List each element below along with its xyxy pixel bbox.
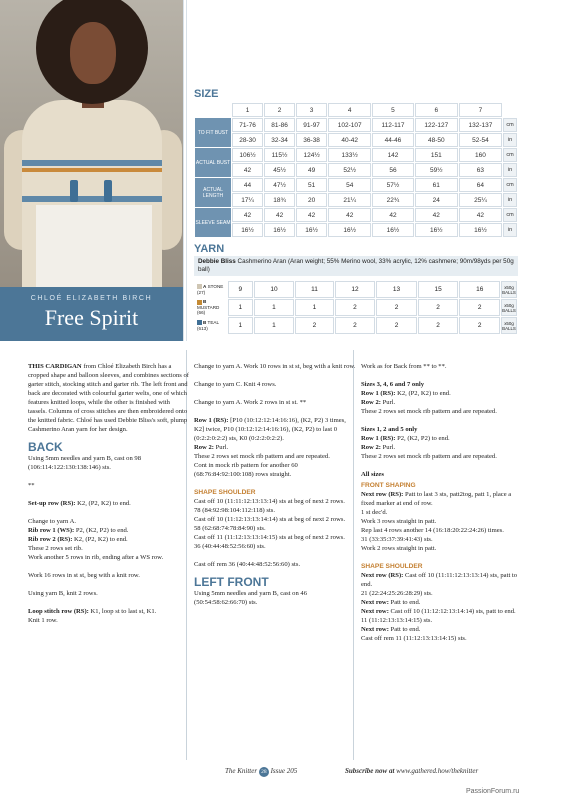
cell: 2 bbox=[335, 299, 376, 316]
cell: 2 bbox=[376, 317, 417, 334]
line: Next row (RS): Patt to last 3 sts, patt2tog, patt 1, place a fixed marker at end of row. bbox=[361, 491, 512, 507]
line: These 2 rows set mock rib pattern and are repeated. bbox=[194, 453, 330, 460]
cell: 42 bbox=[372, 208, 413, 222]
cell: 25¼ bbox=[459, 193, 502, 207]
cell: 22¾ bbox=[372, 193, 413, 207]
line: Row 1 (RS): K2, (P2, K2) to end. bbox=[361, 390, 451, 397]
line: Cast off 10 (11:12:13:13:14:14) sts at beg of next 2 rows. bbox=[194, 516, 346, 523]
paragraph: These 2 rows set mock rib pattern and are repeated. bbox=[361, 453, 497, 460]
cell: 32-34 bbox=[264, 133, 295, 147]
cell: 42 bbox=[264, 208, 295, 222]
cell: 2 bbox=[459, 317, 500, 334]
back-heading: BACK bbox=[28, 440, 63, 454]
line: Row 2: Purl. bbox=[194, 444, 229, 451]
cell: 42 bbox=[296, 208, 327, 222]
front-shaping-heading: FRONT SHAPING bbox=[361, 482, 416, 489]
cell: 9 bbox=[228, 281, 253, 298]
cell: 42 bbox=[328, 208, 371, 222]
yarn-description bbox=[194, 256, 518, 276]
cell: 10 bbox=[254, 281, 295, 298]
cell: 21¼ bbox=[328, 193, 371, 207]
cell: 160 bbox=[459, 148, 502, 162]
intro-paragraph: THIS CARDIGAN from Chloé Elizabeth Birch has a cropped shape and balloon sleeves, and combines sections of garter stitch, stocking stitch and garter rib. The left front and back are decorated with colourful garter welts, one of which features knitted loops, while the other is finished with tassels. Columns of cross stitches are then embroidered onto the knitted fabric. Chloé has used Debbie Bliss's soft, plump Cashmerino Aran yarn for her design. bbox=[28, 363, 189, 433]
row-label: ACTUAL LENGTH bbox=[195, 178, 231, 207]
size-col: 3 bbox=[296, 103, 327, 117]
size-heading: SIZE bbox=[194, 88, 219, 100]
footer-subscribe: Subscribe now at www.gathered.how/theknitter bbox=[345, 767, 479, 775]
cell: 44-46 bbox=[372, 133, 413, 147]
line: 78 (84:92:98:104:112:118) sts. bbox=[194, 507, 276, 514]
shape-shoulder-heading: SHAPE SHOULDER bbox=[361, 563, 423, 570]
cell: 57½ bbox=[372, 178, 413, 192]
sizes-subheading: All sizes bbox=[361, 471, 384, 478]
page-number: 28 bbox=[259, 767, 269, 777]
cell: 1 bbox=[228, 299, 253, 316]
size-col: 4 bbox=[328, 103, 371, 117]
pattern-title: Free Spirit bbox=[44, 305, 139, 330]
paragraph: Change to yarn C. Knit 4 rows. bbox=[194, 381, 277, 388]
line: 21 (22:24:25:26:28:29) sts. bbox=[361, 590, 433, 597]
cell: 42 bbox=[232, 163, 263, 177]
footer-magazine bbox=[225, 767, 297, 777]
cell: 124½ bbox=[296, 148, 327, 162]
cell: 52½ bbox=[328, 163, 371, 177]
cell: 48-50 bbox=[415, 133, 458, 147]
issue-number: Issue 205 bbox=[270, 767, 298, 775]
line: Cast off 11 (11:12:13:13:14:15) sts at beg of next 2 rows. bbox=[194, 534, 345, 541]
cell: 2 bbox=[376, 299, 417, 316]
cell: 47½ bbox=[264, 178, 295, 192]
cell: 59½ bbox=[415, 163, 458, 177]
cell: 122-127 bbox=[415, 118, 458, 132]
yarn-heading: YARN bbox=[194, 243, 225, 255]
paragraph: Using 5mm needles and yarn B, cast on 98 (106:114:122:130:138:146) sts. bbox=[28, 455, 141, 471]
cell: 2 bbox=[418, 299, 459, 316]
line: Work 3 rows straight in patt. bbox=[361, 518, 437, 525]
line: Cast off 10 (11:11:12:13:13:14) sts at beg of next 2 rows. bbox=[194, 498, 345, 505]
cell: 61 bbox=[415, 178, 458, 192]
line: 58 (62:68:74:78:84:90) sts. bbox=[194, 525, 266, 532]
magazine-name: The Knitter bbox=[225, 767, 258, 775]
cell: 12 bbox=[335, 281, 376, 298]
cell: 15 bbox=[418, 281, 459, 298]
line: Rep last 4 rows another 14 (16:18:20:22:24:26) times. bbox=[361, 527, 504, 534]
cell: 11 bbox=[295, 281, 333, 298]
column-1 bbox=[28, 362, 190, 625]
cell: 115½ bbox=[264, 148, 295, 162]
cell: 1 bbox=[228, 317, 253, 334]
size-table bbox=[194, 102, 518, 238]
cell: 24 bbox=[415, 193, 458, 207]
decorative-strip bbox=[183, 0, 189, 341]
unit: in bbox=[503, 223, 517, 237]
line: 11 (11:12:13:13:14:15) sts. bbox=[361, 617, 433, 624]
paragraph: Work 2 rows straight in patt. bbox=[361, 545, 437, 552]
yarn-text: Cashmerino Aran (Aran weight; 55% Merino wool, 33% acrylic, 12% cashmere; 90m/98yds per 50g ball) bbox=[198, 258, 514, 273]
size-col: 1 bbox=[232, 103, 263, 117]
paragraph: Cast off rem 36 (40:44:48:52:56:60) sts. bbox=[194, 561, 301, 568]
paragraph: Work another 5 rows in rib, ending after a WS row. bbox=[28, 554, 164, 561]
watermark: PassionForum.ru bbox=[466, 788, 520, 795]
cell: 16½ bbox=[328, 223, 371, 237]
cell: 2 bbox=[335, 317, 376, 334]
cell: 16½ bbox=[296, 223, 327, 237]
cell: 16 bbox=[459, 281, 500, 298]
line: 31 (33:35:37:39:41:43) sts. bbox=[361, 536, 433, 543]
line: Row 2: Purl. bbox=[361, 399, 396, 406]
column-2 bbox=[194, 362, 356, 607]
cell: 16½ bbox=[232, 223, 263, 237]
cell: 42 bbox=[415, 208, 458, 222]
line: Cast off rem 11 (11:12:13:13:14:15) sts. bbox=[361, 635, 467, 642]
paragraph: 36 (40:44:48:52:56:60) sts. bbox=[194, 543, 266, 550]
unit: in bbox=[503, 163, 517, 177]
column-3 bbox=[361, 362, 523, 643]
line: Loop stitch row (RS): K1, loop st to last st, K1. bbox=[28, 608, 157, 615]
cell: 42 bbox=[459, 208, 502, 222]
paragraph: Work as for Back from ** to **. bbox=[361, 363, 447, 370]
left-front-heading: LEFT FRONT bbox=[194, 575, 269, 589]
size-col: 5 bbox=[372, 103, 413, 117]
paragraph: Work 16 rows in st st, beg with a knit row. bbox=[28, 572, 140, 579]
unit: x50g BALLS bbox=[501, 299, 517, 316]
yarn-label: B MUSTARD (66) bbox=[195, 299, 227, 316]
subscribe-link[interactable]: www.gathered.how/theknitter bbox=[394, 767, 479, 775]
cell: 81-86 bbox=[264, 118, 295, 132]
paragraph: ** bbox=[28, 482, 35, 489]
cell: 16½ bbox=[264, 223, 295, 237]
cell: 64 bbox=[459, 178, 502, 192]
cell: 40-42 bbox=[328, 133, 371, 147]
cell: 45½ bbox=[264, 163, 295, 177]
cell: 28-30 bbox=[232, 133, 263, 147]
cell: 2 bbox=[295, 317, 333, 334]
cell: 49 bbox=[296, 163, 327, 177]
cell: 133½ bbox=[328, 148, 371, 162]
cell: 16½ bbox=[415, 223, 458, 237]
unit: cm bbox=[503, 178, 517, 192]
paragraph: Using yarn B, knit 2 rows. bbox=[28, 590, 98, 597]
line: Rib row 1 (WS): P2, (K2, P2) to end. bbox=[28, 527, 129, 534]
cell: 56 bbox=[372, 163, 413, 177]
cell: 2 bbox=[418, 317, 459, 334]
cell: 42 bbox=[232, 208, 263, 222]
size-col: 7 bbox=[459, 103, 502, 117]
cell: 106½ bbox=[232, 148, 263, 162]
yarn-brand: Debbie Bliss bbox=[198, 258, 236, 265]
line: Rib row 2 (RS): K2, (P2, K2) to end. bbox=[28, 536, 128, 543]
line: Row 2: Purl. bbox=[361, 444, 396, 451]
cell: 151 bbox=[415, 148, 458, 162]
cell: 16½ bbox=[459, 223, 502, 237]
cell: 132-137 bbox=[459, 118, 502, 132]
cell: 20 bbox=[296, 193, 327, 207]
paragraph: Set-up row (RS): K2, (P2, K2) to end. bbox=[28, 500, 131, 507]
line: Row 1 (RS): [P10 (10:12:12:14:16:16), (K2, P2) 3 times, K2] twice, P10 (10:12:12:14:16:16), (K2, P2) to last 0 (0:2:2:0:2:2) sts, K0 (0:2:2:0:2:2). bbox=[194, 417, 346, 442]
line: Row 1 (RS): P2, (K2, P2) to end. bbox=[361, 435, 450, 442]
cell: 17¼ bbox=[232, 193, 263, 207]
yarn-table bbox=[194, 280, 518, 335]
line: Using 5mm needles and yarn B, cast on 46 (50:54:58:62:66:70) sts. bbox=[194, 590, 307, 606]
unit: in bbox=[503, 193, 517, 207]
size-col: 2 bbox=[264, 103, 295, 117]
line: Next row (RS): Cast off 10 (11:11:12:13:13:14) sts, patt to end. bbox=[361, 572, 518, 588]
unit: x50g BALLS bbox=[501, 317, 517, 334]
cell: 52-54 bbox=[459, 133, 502, 147]
row-label: TO FIT BUST bbox=[195, 118, 231, 147]
unit: x50g BALLS bbox=[501, 281, 517, 298]
cell: 13 bbox=[376, 281, 417, 298]
unit: cm bbox=[503, 118, 517, 132]
paragraph: Cont in mock rib pattern for another 60 (68:76:84:92:100:108) rows straight. bbox=[194, 462, 298, 478]
row-label: ACTUAL BUST bbox=[195, 148, 231, 177]
size-col: 6 bbox=[415, 103, 458, 117]
cell: 71-76 bbox=[232, 118, 263, 132]
title-band bbox=[0, 287, 183, 341]
unit: cm bbox=[503, 208, 517, 222]
paragraph: Change to yarn A. Work 2 rows in st st. ** bbox=[194, 399, 307, 406]
yarn-label: B TEAL (613) bbox=[195, 317, 227, 334]
line: These 2 rows set rib. bbox=[28, 545, 83, 552]
line: 1 st dec'd. bbox=[361, 509, 388, 516]
cell: 18¾ bbox=[264, 193, 295, 207]
cell: 1 bbox=[295, 299, 333, 316]
unit: in bbox=[503, 133, 517, 147]
line: Change to yarn A. bbox=[28, 518, 76, 525]
yarn-label: A STONE (27) bbox=[195, 281, 227, 298]
cell: 16½ bbox=[372, 223, 413, 237]
cell: 51 bbox=[296, 178, 327, 192]
cell: 1 bbox=[254, 317, 295, 334]
sizes-subheading: Sizes 1, 2 and 5 only bbox=[361, 426, 418, 433]
cell: 44 bbox=[232, 178, 263, 192]
designer-name: CHLOÉ ELIZABETH BIRCH bbox=[30, 295, 153, 302]
cell: 36-38 bbox=[296, 133, 327, 147]
cell: 112-117 bbox=[372, 118, 413, 132]
paragraph: Change to yarn A. Work 10 rows in st st, beg with a knit row. bbox=[194, 363, 356, 370]
line: Knit 1 row. bbox=[28, 617, 58, 624]
cell: 142 bbox=[372, 148, 413, 162]
cell: 63 bbox=[459, 163, 502, 177]
cell: 2 bbox=[459, 299, 500, 316]
shape-shoulder-heading: SHAPE SHOULDER bbox=[194, 489, 256, 496]
line: Next row: Patt to end. bbox=[361, 626, 421, 633]
sizes-subheading: Sizes 3, 4, 6 and 7 only bbox=[361, 381, 425, 388]
line: Next row: Cast off 10 (11:12:12:13:14:14) sts, patt to end. bbox=[361, 608, 516, 615]
row-label: SLEEVE SEAM bbox=[195, 208, 231, 237]
cell: 91-97 bbox=[296, 118, 327, 132]
paragraph: These 2 rows set mock rib pattern and are repeated. bbox=[361, 408, 497, 415]
unit: cm bbox=[503, 148, 517, 162]
cell: 1 bbox=[254, 299, 295, 316]
line: Next row: Patt to end. bbox=[361, 599, 421, 606]
model-photo bbox=[0, 0, 183, 287]
cell: 102-107 bbox=[328, 118, 371, 132]
cell: 54 bbox=[328, 178, 371, 192]
